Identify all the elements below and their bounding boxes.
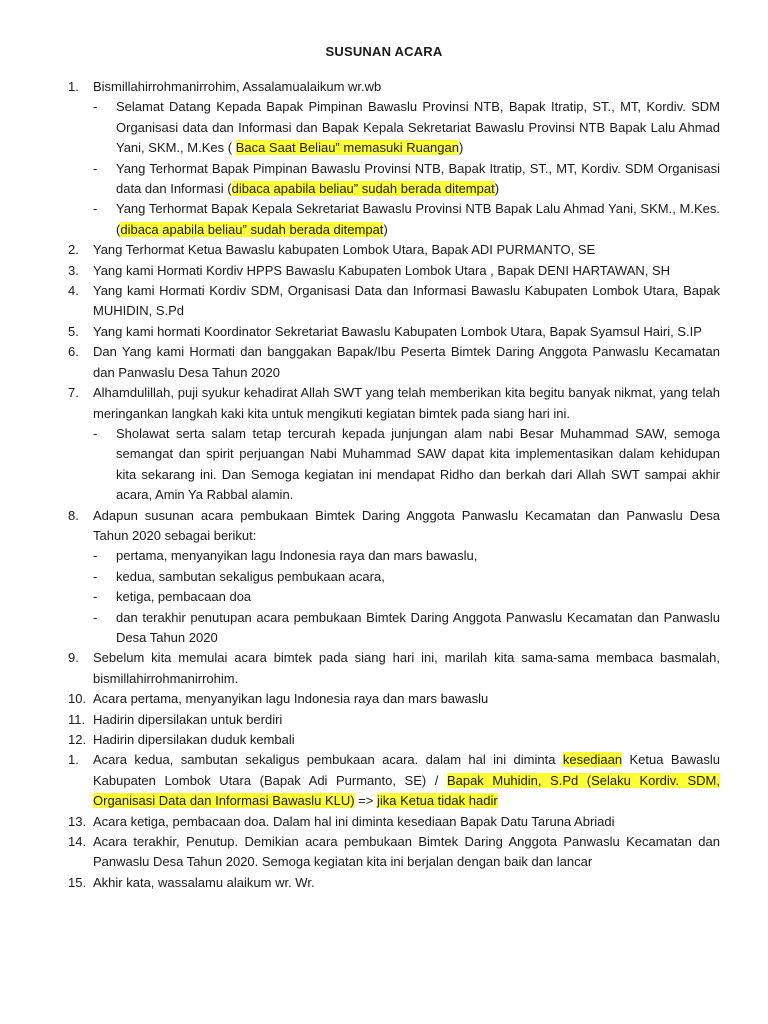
item-number: 13. xyxy=(68,813,87,829)
text-segment: ) xyxy=(494,181,500,197)
text-segment: Adapun susunan acara pembukaan Bimtek Daring Anggota Panwaslu Kecamatan dan Panwaslu Desa Tahun 2020 sebagai berikut: xyxy=(93,507,720,543)
document-title: SUSUNAN ACARA xyxy=(325,44,443,59)
agenda-item xyxy=(0,689,768,709)
text-segment: Acara kedua, sambutan sekaligus pembukaan acara. dalam hal ini diminta xyxy=(93,752,563,768)
text-segment: Bismillahirrohmanirrohim, Assalamualaikum wr.wb xyxy=(93,79,382,94)
item-text xyxy=(93,812,720,832)
item-number: 10. xyxy=(68,691,87,707)
agenda-item xyxy=(0,648,768,689)
text-segment: Hadirin dipersilakan untuk berdiri xyxy=(93,711,283,727)
item-number: 7. xyxy=(68,385,79,401)
text-segment: pertama, menyanyikan lagu Indonesia raya dan mars bawaslu, xyxy=(116,548,478,564)
text-segment: Yang kami Hormati Kordiv SDM, Organisasi Data dan Informasi Bawaslu Kabupaten Lombok Utara, Bapak MUHIDIN, S.Pd xyxy=(93,283,720,319)
text-segment: Ketua Bawaslu Kabupaten Lombok Utara (Bapak Adi Purmanto, SE) / xyxy=(93,752,720,788)
item-text xyxy=(93,77,720,97)
item-text xyxy=(93,240,720,260)
sub-item xyxy=(93,567,720,587)
item-text xyxy=(93,710,720,730)
agenda-item xyxy=(0,281,768,322)
text-segment: Sholawat serta salam tetap tercurah kepada junjungan alam nabi Besar Muhammad SAW, semoga semangat dan spirit perjuangan Nabi Muhammad SAW dapat kita implementasikan dalam kehidupan kita sekarang ini. Dan Semoga kegiatan ini mendapat Ridho dan berkah dari Allah SWT sampai akhir acara, Amin Ya Rabbal alamin. xyxy=(116,425,720,503)
agenda-item xyxy=(0,261,768,281)
sub-list xyxy=(93,97,720,240)
highlighted-text: dibaca apabila beliau” sudah berada ditempat xyxy=(231,181,495,197)
sub-item xyxy=(93,97,720,158)
item-text xyxy=(93,342,720,383)
agenda-item xyxy=(0,322,768,342)
sub-item xyxy=(93,546,720,566)
text-segment: Acara terakhir, Penutup. Demikian acara pembukaan Bimtek Daring Anggota Panwaslu Kecamatan dan Panwaslu Desa Tahun 2020. Semoga kegiatan kita ini berjalan dengan baik dan lancar xyxy=(93,834,720,870)
item-number: 14. xyxy=(68,834,87,850)
dash-bullet: - xyxy=(93,160,98,176)
sub-item xyxy=(93,424,720,506)
item-number: 12. xyxy=(68,732,87,747)
highlighted-text: Bapak Muhidin, S.Pd (Selaku Kordiv. SDM, Organisasi Data dan Informasi Bawaslu KLU) xyxy=(93,772,720,809)
text-segment: Yang Terhormat Bapak Kepala Sekretariat Bawaslu Provinsi NTB Bapak Lalu Ahmad Yani, SKM., M.Kes. ( xyxy=(116,201,720,237)
text-segment: dan terakhir penutupan acara pembukaan Bimtek Daring Anggota Panwaslu Kecamatan dan Panwaslu Desa Tahun 2020 xyxy=(116,609,720,645)
text-segment: ) xyxy=(458,140,464,156)
text-segment: Yang Terhormat Bapak Pimpinan Bawaslu Provinsi NTB, Bapak Itratip, ST., MT, Kordiv. SDM Organisasi data dan Informasi ( xyxy=(116,160,720,197)
item-text xyxy=(93,689,720,709)
item-text xyxy=(93,261,720,281)
item-text xyxy=(93,322,720,342)
text-segment: Akhir kata, wassalamu alaikum wr. Wr. xyxy=(93,874,315,890)
text-segment: Dan Yang kami Hormati dan banggakan Bapak/Ibu Peserta Bimtek Daring Anggota Panwaslu Kecamatan dan Panwaslu Desa Tahun 2020 xyxy=(93,344,720,380)
agenda-item xyxy=(0,873,768,893)
agenda-item xyxy=(0,832,768,873)
agenda-item xyxy=(0,342,768,383)
agenda-item xyxy=(0,730,768,750)
item-text xyxy=(93,648,720,689)
agenda-item xyxy=(0,812,768,832)
item-text xyxy=(93,506,720,547)
text-segment: Yang kami hormati Koordinator Sekretariat Bawaslu Kabupaten Lombok Utara, Bapak Syamsul Hairi, S.IP xyxy=(93,323,702,339)
highlighted-text: Baca Saat Beliau” memasuki Ruangan xyxy=(235,140,459,156)
item-number: 1. xyxy=(68,79,79,94)
text-segment: ketiga, pembacaan doa xyxy=(116,589,252,605)
sub-item xyxy=(93,199,720,240)
text-segment: Acara ketiga, pembacaan doa. Dalam hal ini diminta kesediaan Bapak Datu Taruna Abriadi xyxy=(93,813,615,829)
dash-bullet: - xyxy=(93,548,98,564)
agenda-item xyxy=(0,77,768,240)
dash-bullet: - xyxy=(93,568,98,584)
text-segment: Yang Terhormat Ketua Bawaslu kabupaten Lombok Utara, Bapak ADI PURMANTO, SE xyxy=(93,242,596,258)
dash-bullet: - xyxy=(93,99,98,115)
item-number: 4. xyxy=(68,283,79,299)
item-number: 3. xyxy=(68,262,79,278)
item-number: 1. xyxy=(68,752,79,768)
text-segment: Acara pertama, menyanyikan lagu Indonesia raya dan mars bawaslu xyxy=(93,691,489,707)
item-text xyxy=(93,383,720,424)
sub-item xyxy=(93,608,720,649)
text-segment: => xyxy=(354,793,377,809)
text-segment: Sebelum kita memulai acara bimtek pada siang hari ini, marilah kita sama-sama membaca basmalah, bismillahirrohmanirrohim. xyxy=(93,650,720,686)
highlighted-text: dibaca apabila beliau” sudah berada ditempat xyxy=(120,221,384,237)
item-number: 11. xyxy=(68,711,86,727)
item-text xyxy=(93,730,720,750)
item-text xyxy=(93,750,720,811)
agenda-item xyxy=(0,710,768,730)
text-segment: ) xyxy=(383,221,388,237)
dash-bullet: - xyxy=(93,201,98,217)
item-number: 6. xyxy=(68,344,79,360)
dash-bullet: - xyxy=(93,589,98,605)
item-text xyxy=(93,832,720,873)
item-number: 15. xyxy=(68,874,87,890)
sub-item xyxy=(93,587,720,607)
agenda-item xyxy=(0,750,768,811)
text-segment: Alhamdulillah, puji syukur kehadirat Allah SWT yang telah memberikan kita begitu banyak nikmat, yang telah meringankan langkah kaki kita untuk mengikuti kegiatan bimtek pada siang hari ini. xyxy=(93,385,720,421)
text-segment: Yang kami Hormati Kordiv HPPS Bawaslu Kabupaten Lombok Utara , Bapak DENI HARTAWAN, SH xyxy=(93,262,671,278)
agenda-item xyxy=(0,240,768,260)
sub-list xyxy=(93,424,720,506)
text-segment: Selamat Datang Kepada Bapak Pimpinan Bawaslu Provinsi NTB, Bapak Itratip, ST., MT, Kordiv. SDM Organisasi data dan Informasi dan Bapak Kepala Sekretariat Bawaslu Provinsi NTB Bapak Lalu Ahmad Yani, SKM., M.Kes ( xyxy=(116,99,720,156)
agenda-list xyxy=(0,77,768,893)
item-text xyxy=(93,873,720,893)
text-segment: Hadirin dipersilakan duduk kembali xyxy=(93,732,295,747)
agenda-item xyxy=(0,383,768,505)
item-text xyxy=(93,281,720,322)
highlighted-text: kesediaan xyxy=(562,752,623,768)
text-segment: kedua, sambutan sekaligus pembukaan acara, xyxy=(116,568,385,584)
item-number: 9. xyxy=(68,650,79,666)
dash-bullet: - xyxy=(93,425,98,441)
sub-item xyxy=(93,159,720,200)
agenda-item xyxy=(0,506,768,649)
item-number: 5. xyxy=(68,323,79,339)
item-number: 8. xyxy=(68,507,79,523)
sub-list xyxy=(93,546,720,648)
highlighted-text: jika Ketua tidak hadir xyxy=(376,793,498,809)
dash-bullet: - xyxy=(93,609,98,625)
item-number: 2. xyxy=(68,242,79,258)
